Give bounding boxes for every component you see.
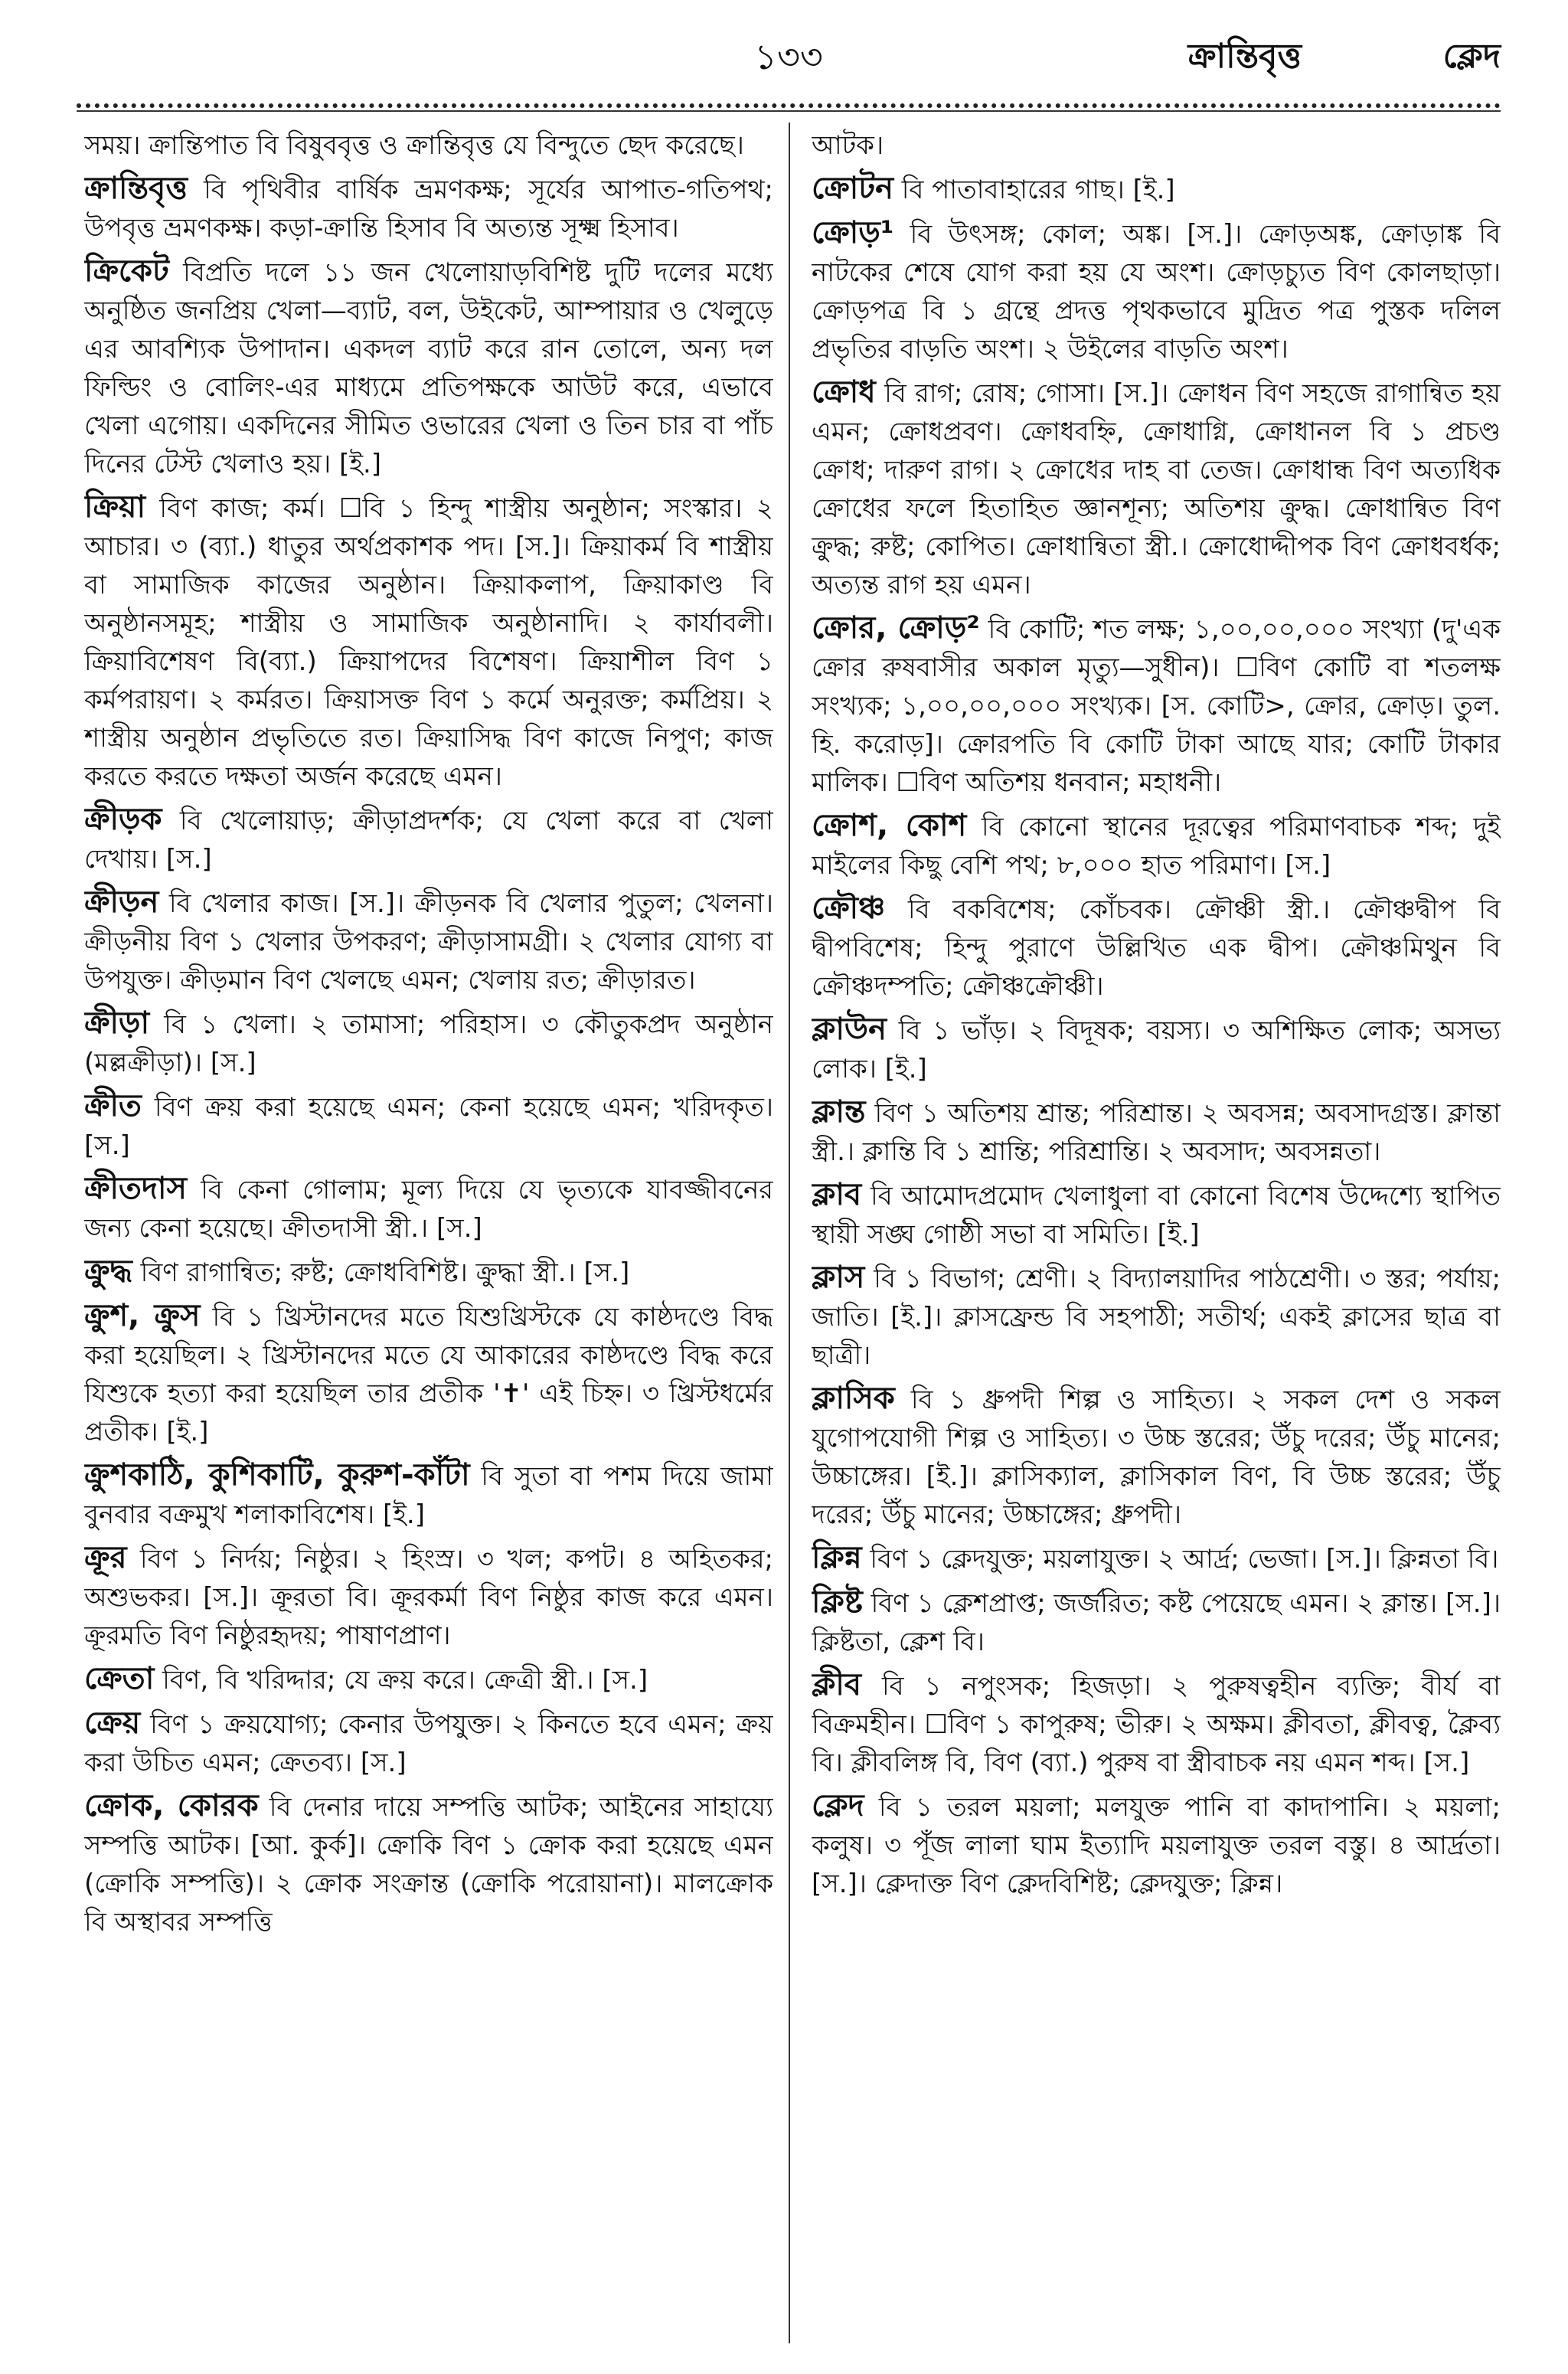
- entry-definition: বি কেনা গোলাম; মূল্য দিয়ে যে ভৃত্যকে যাবজ্জীবনের জন্য কেনা হয়েছে। ক্রীতদাসী স্ত্রী.। [স.]: [84, 1175, 773, 1244]
- entry-headword: ক্রীড়া: [84, 1006, 150, 1041]
- dictionary-entry: [84, 800, 773, 878]
- entry-headword: ক্রুশকাঠি, কুশিকাটি, কুরুশ-কাঁটা: [84, 1457, 470, 1493]
- dictionary-entry: [812, 126, 1501, 165]
- dictionary-entry: [84, 1252, 773, 1292]
- entry-headword: ক্লান্ত: [812, 1094, 866, 1130]
- entry-headword: ক্রিয়া: [84, 489, 146, 525]
- entry-definition: বি ১ বিভাগ; শ্রেণী। ২ বিদ্যালয়াদির পাঠশ্রেণী। ৩ স্তর; পর্যায়; জাতি। [ই.]। ক্লাসফ্রেন্ড বি সহপাঠী; সতীর্থ; একই ক্লাসের ছাত্র বা ছাত্রী।: [812, 1264, 1501, 1371]
- page-header: [77, 31, 1501, 92]
- entry-definition: বি খেলার কাজ। [স.]। ক্রীড়নক বি খেলার পুতুল; খেলনা। ক্রীড়নীয় বিণ ১ খেলার উপকরণ; ক্রীড়াসামগ্রী। ২ খেলার যোগ্য বা উপযুক্ত। ক্রীড়মান বিণ খেলছে এমন; খেলায় রত; ক্রীড়ারত।: [84, 888, 773, 996]
- dictionary-entry: [812, 1176, 1501, 1254]
- dictionary-entry: [84, 169, 773, 247]
- dictionary-entry: [812, 1787, 1501, 1903]
- dictionary-entry: [812, 889, 1501, 1006]
- entry-headword: ক্রূর: [84, 1540, 127, 1575]
- entry-headword: ক্লিন্ন: [812, 1540, 862, 1575]
- entry-headword: ক্রোক, কোরক: [84, 1788, 259, 1823]
- dictionary-entry: [812, 1258, 1501, 1375]
- entry-definition: বি উৎসঙ্গ; কোল; অঙ্ক। [স.]। ক্রোড়অঙ্ক, ক্রোড়াঙ্ক বি নাটকের শেষে যোগ করা হয় যে অংশ। ক্রোড়চ্যুত বিণ কোলছাড়া। ক্রোড়পত্র বি ১ গ্রন্থে প্রদত্ত পৃথকভাবে মুদ্রিত পত্র পুস্তক দলিল প্রভৃতির বাড়তি অংশ। ২ উইলের বাড়তি অংশ।: [812, 219, 1501, 365]
- entry-definition: বি খেলোয়াড়; ক্রীড়াপ্রদর্শক; যে খেলা করে বা খেলা দেখায়। [স.]: [84, 806, 773, 875]
- dictionary-entry: [84, 252, 773, 483]
- entry-headword: ক্রীতদাস: [84, 1171, 187, 1206]
- dictionary-entry: [812, 609, 1501, 802]
- dictionary-entry: [84, 883, 773, 999]
- column-divider: [789, 123, 790, 2343]
- dictionary-entry: [84, 1456, 773, 1534]
- entry-definition: বি ১ তরল ময়লা; মলযুক্ত পানি বা কাদাপানি। ২ ময়লা; কলুষ। ৩ পূঁজ লালা ঘাম ইত্যাদি ময়লাযুক্ত তরল বস্তু। ৪ আর্দ্রতা। [স.]। ক্লেদাক্ত বিণ ক্লেদবিশিষ্ট; ক্লেদযুক্ত; ক্লিন্ন।: [812, 1792, 1501, 1899]
- dictionary-entry: [84, 1169, 773, 1247]
- entry-definition: বি পৃথিবীর বার্ষিক ভ্রমণকক্ষ; সূর্যের আপাত-গতিপথ; উপবৃত্ত ভ্রমণকক্ষ। কড়া-ক্রান্তি হিসাব বি অত্যন্ত সূক্ষ্ম হিসাব।: [84, 175, 773, 244]
- header-rule-line: [77, 110, 1501, 112]
- entry-definition: বি ১ ভাঁড়। ২ বিদূষক; বয়স্য। ৩ অশিক্ষিত লোক; অসভ্য লোক। [ই.]: [812, 1015, 1501, 1084]
- entry-headword: ক্রোটন: [812, 171, 893, 206]
- entry-headword: ক্রিকেট: [84, 253, 169, 289]
- entry-definition: বি দেনার দায়ে সম্পত্তি আটক; আইনের সাহায্যে সম্পত্তি আটক। [আ. কুর্ক]। ক্রোকি বিণ ১ ক্রোক করা হয়েছে এমন (ক্রোকি সম্পত্তি)। ২ ক্রোক সংক্রান্ত (ক্রোকি পরোয়ানা)। মালক্রোক বি অস্থাবর সম্পত্তি: [84, 1792, 773, 1937]
- dictionary-entry: [812, 1010, 1501, 1088]
- entry-definition: বিণ রাগান্বিত; রুষ্ট; ক্রোধবিশিষ্ট। ক্রুদ্ধা স্ত্রী.। [স.]: [140, 1257, 630, 1288]
- entry-headword: ক্রেতা: [84, 1661, 155, 1696]
- dictionary-entry: [84, 1004, 773, 1082]
- dictionary-entry: [84, 1297, 773, 1451]
- entry-definition: বি কোটি; শত লক্ষ; ১,০০,০০,০০০ সংখ্যা (দু'এক ক্রোর রুষবাসীর অকাল মৃত্যু—সুধীন)। ☐বিণ কোটি বা শতলক্ষ সংখ্যক; ১,০০,০০,০০০ সংখ্যক। [স. কোটি>, ক্রোর, ক্রোড়। তুল. হি. করোড়]। ক্রোরপতি বি কোটি টাকা আছে যার; কোটি টাকার মালিক। ☐বিণ অতিশয় ধনবান; মহাধনী।: [812, 614, 1501, 798]
- entry-headword: ক্লাউন: [812, 1012, 887, 1047]
- entry-definition: বি আমোদপ্রমোদ খেলাধুলা বা কোনো বিশেষ উদ্দেশ্যে স্থাপিত স্থায়ী সঙ্ঘ গোষ্ঠী সভা বা সমিতি। [ই.]: [812, 1181, 1501, 1250]
- entry-headword: ক্লাসিক: [812, 1381, 895, 1416]
- entry-headword: ক্রান্তিবৃত্ত: [84, 171, 188, 206]
- entry-headword: ক্রোড়¹: [812, 215, 894, 250]
- dictionary-entry: [84, 126, 773, 165]
- dictionary-entry: [812, 1539, 1501, 1578]
- entry-headword: ক্রোধ: [812, 374, 876, 410]
- entry-definition: বি সুতা বা পশম দিয়ে জামা বুনবার বক্রমুখ শলাকাবিশেষ। [ই.]: [84, 1461, 773, 1530]
- entry-definition: বিণ ১ ক্লেদযুক্ত; ময়লাযুক্ত। ২ আর্দ্র; ভেজা। [স.]। ক্লিন্নতা বি।: [870, 1544, 1499, 1574]
- dictionary-entry: [84, 1539, 773, 1655]
- entry-headword: ক্লীব: [812, 1667, 862, 1702]
- dictionary-entry: [812, 1379, 1501, 1534]
- entry-headword: ক্লাব: [812, 1177, 862, 1212]
- entry-definition: বিণ ১ অতিশয় শ্রান্ত; পরিশ্রান্ত। ২ অবসন্ন; অবসাদগ্রস্ত। ক্লান্তা স্ত্রী.। ক্লান্তি বি ১ শ্রান্তি; পরিশ্রান্তি। ২ অবসাদ; অবসন্নতা।: [812, 1098, 1501, 1167]
- dictionary-entry: [84, 488, 773, 796]
- entry-definition: বিণ ১ ক্রয়যোগ্য; কেনার উপযুক্ত। ২ কিনতে হবে এমন; ক্রয় করা উচিত এমন; ক্রেতব্য। [স.]: [84, 1709, 773, 1778]
- dictionary-entry: [812, 169, 1501, 209]
- entry-headword: ক্লেদ: [812, 1788, 864, 1823]
- dictionary-entry: [84, 1087, 773, 1165]
- page-number: ১৩৩: [754, 36, 823, 77]
- entry-definition: আটক।: [812, 130, 884, 161]
- entry-definition: বিপ্রতি দলে ১১ জন খেলোয়াড়বিশিষ্ট দুটি দলের মধ্যে অনুষ্ঠিত জনপ্রিয় খেলা—ব্যাট, বল, উইকেট, আম্পায়ার ও খেলুড়ে এর আবশ্যিক উপাদান। একদল ব্যাট করে রান তোলে, অন্য দল ফিল্ডিং ও বোলিং-এর মাধ্যমে প্রতিপক্ষকে আউট করে, এভাবে খেলা এগোয়। একদিনের সীমিত ওভারের খেলা ও তিন চার বা পাঁচ দিনের টেস্ট খেলাও হয়। [ই.]: [84, 257, 773, 479]
- right-column: [812, 126, 1501, 2347]
- entry-definition: বি বকবিশেষ; কোঁচবক। ক্রৌঞ্চী স্ত্রী.। ক্রৌঞ্চদ্বীপ বি দ্বীপবিশেষ; হিন্দু পুরাণে উল্লিখিত এক দ্বীপ। ক্রৌঞ্চমিথুন বি ক্রৌঞ্চদম্পতি; ক্রৌঞ্চক্রৌঞ্চী।: [812, 894, 1501, 1002]
- entry-definition: সময়। ক্রান্তিপাত বি বিষুববৃত্ত ও ক্রান্তিবৃত্ত যে বিন্দুতে ছেদ করেছে।: [84, 130, 744, 161]
- entry-headword: ক্লিষ্ট: [812, 1584, 863, 1620]
- entry-headword: ক্রোশ, কোশ: [812, 808, 967, 843]
- entry-headword: ক্রৌঞ্চ: [812, 891, 886, 926]
- entry-definition: বি রাগ; রোষ; গোসা। [স.]। ক্রোধন বিণ সহজে রাগান্বিত হয় এমন; ক্রোধপ্রবণ। ক্রোধবহ্নি, ক্রোধাগ্নি, ক্রোধানল বি ১ প্রচণ্ড ক্রোধ; দারুণ রাগ। ২ ক্রোধের দাহ বা তেজ। ক্রোধান্ধ বিণ অত্যধিক ক্রোধের ফলে হিতাহিত জ্ঞানশূন্য; অতিশয় ক্রুদ্ধ। ক্রোধান্বিত বিণ ক্রুদ্ধ; রুষ্ট; কোপিত। ক্রোধান্বিতা স্ত্রী.। ক্রোধোদ্দীপক বিণ ক্রোধবর্ধক; অত্যন্ত রাগ হয় এমন।: [812, 378, 1501, 600]
- entry-definition: বিণ ১ নির্দয়; নিষ্ঠুর। ২ হিংস্র। ৩ খল; কপট। ৪ অহিতকর; অশুভকর। [স.]। ক্রূরতা বি। ক্রূরকর্মা বিণ নিষ্ঠুর কাজ করে এমন। ক্রূরমতি বিণ নিষ্ঠুরহৃদয়; পাষাণপ্রাণ।: [84, 1544, 773, 1651]
- dictionary-entry: [812, 806, 1501, 885]
- entry-definition: বি ১ নপুংসক; হিজড়া। ২ পুরুষত্বহীন ব্যক্তি; বীর্য বা বিক্রমহীন। ☐বিণ ১ কাপুরুষ; ভীরু। ২ অক্ষম। ক্লীবতা, ক্লীবত্ব, ক্লৈব্য বি। ক্লীবলিঙ্গ বি, বিণ (ব্যা.) পুরুষ বা স্ত্রীবাচক নয় এমন শব্দ। [স.]: [812, 1671, 1501, 1778]
- entry-definition: বিণ ক্রয় করা হয়েছে এমন; কেনা হয়েছে এমন; খরিদকৃত। [স.]: [84, 1092, 773, 1161]
- dictionary-entry: [812, 1093, 1501, 1171]
- guide-word-last: ক্লেদ: [1442, 37, 1501, 76]
- guide-word-first: ক্রান্তিবৃত্ত: [1187, 37, 1302, 76]
- entry-definition: বি ১ খেলা। ২ তামাসা; পরিহাস। ৩ কৌতুকপ্রদ অনুষ্ঠান (মল্লক্রীড়া)। [স.]: [84, 1009, 773, 1078]
- entry-definition: বি পাতাবাহারের গাছ। [ই.]: [901, 175, 1175, 205]
- entry-definition: বিণ কাজ; কর্ম। ☐বি ১ হিন্দু শাস্ত্রীয় অনুষ্ঠান; সংস্কার। ২ আচার। ৩ (ব্যা.) ধাতুর অর্থপ্রকাশক পদ। [স.]। ক্রিয়াকর্ম বি শাস্ত্রীয় বা সামাজিক কাজের অনুষ্ঠান। ক্রিয়াকলাপ, ক্রিয়াকাণ্ড বি অনুষ্ঠানসমূহ; শাস্ত্রীয় ও সামাজিক অনুষ্ঠানাদি। ২ কার্যাবলী। ক্রিয়াবিশেষণ বি(ব্যা.) ক্রিয়াপদের বিশেষণ। ক্রিয়াশীল বিণ ১ কর্মপরায়ণ। ২ কর্মরত। ক্রিয়াসক্ত বিণ ১ কর্মে অনুরক্ত; কর্মপ্রিয়। ২ শাস্ত্রীয় অনুষ্ঠান প্রভৃতিতে রত। ক্রিয়াসিদ্ধ বিণ কাজে নিপুণ; কাজ করতে করতে দক্ষতা অর্জন করেছে এমন।: [84, 493, 773, 792]
- entry-headword: ক্রুশ, ক্রুস: [84, 1298, 201, 1333]
- entry-headword: ক্রেয়: [84, 1705, 141, 1741]
- entry-headword: ক্লাস: [812, 1260, 865, 1295]
- entry-definition: বি কোনো স্থানের দূরত্বের পরিমাণবাচক শব্দ; দুই মাইলের কিছু বেশি পথ; ৮,০০০ হাত পরিমাণ। [স.]: [812, 812, 1501, 881]
- entry-headword: ক্রীড়ক: [84, 802, 162, 837]
- entry-headword: ক্রীড়ন: [84, 885, 159, 920]
- left-column: [84, 126, 773, 2347]
- entry-definition: বিণ ১ ক্লেশপ্রাপ্ত; জর্জরিত; কষ্ট পেয়েছে এমন। ২ ক্লান্ত। [স.]। ক্লিষ্টতা, ক্লেশ বি।: [812, 1588, 1501, 1657]
- dictionary-entry: [812, 373, 1501, 604]
- header-rule: [77, 103, 1501, 108]
- dictionary-entry: [84, 1704, 773, 1782]
- entry-headword: ক্রোর, ক্রোড়²: [812, 610, 980, 646]
- dictionary-entry: [84, 1787, 773, 1941]
- entry-definition: বিণ, বি খরিদ্দার; যে ক্রয় করে। ক্রেত্রী স্ত্রী.। [স.]: [162, 1665, 648, 1695]
- entry-definition: বি ১ খ্রিস্টানদের মতে যিশুখ্রিস্টকে যে কাষ্ঠদণ্ডে বিদ্ধ করা হয়েছিল। ২ খ্রিস্টানদের মতে যে আকারের কাষ্ঠদণ্ডে বিদ্ধ করে যিশুকে হত্যা করা হয়েছিল তার প্রতীক '✝' এই চিহ্ন। ৩ খ্রিস্টধর্মের প্রতীক। [ই.]: [84, 1302, 773, 1447]
- dictionary-entry: [812, 1583, 1501, 1661]
- entry-headword: ক্রুদ্ধ: [84, 1254, 132, 1289]
- entry-headword: ক্রীত: [84, 1088, 142, 1123]
- entry-definition: বি ১ ধ্রুপদী শিল্প ও সাহিত্য। ২ সকল দেশ ও সকল যুগোপযোগী শিল্প ও সাহিত্য। ৩ উচ্চ স্তরের; উঁচু দরের; উঁচু মানের; উচ্চাঙ্গের। [ই.]। ক্লাসিক্যাল, ক্লাসিকাল বিণ, বি উচ্চ স্তরের; উঁচু দরের; উঁচু মানের; উচ্চাঙ্গের; ধ্রুপদী।: [812, 1385, 1501, 1530]
- dictionary-entry: [84, 1660, 773, 1699]
- dictionary-entry: [812, 214, 1501, 368]
- dictionary-entry: [812, 1666, 1501, 1782]
